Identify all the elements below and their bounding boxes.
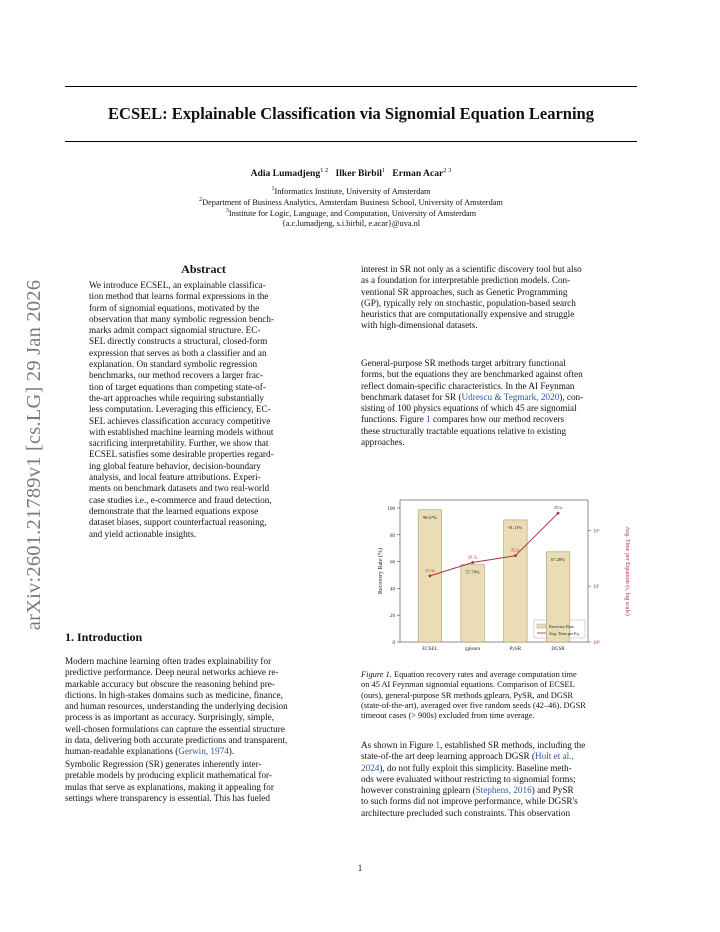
text-line: tion method that learns formal expressions in the (89, 291, 269, 302)
y2-axis-label: Avg. Time per Equation (s, log scale) (624, 526, 630, 616)
bar-value-label: 57.78% (465, 569, 480, 575)
text-line: these structurally tractable equations relative to existing (361, 425, 567, 436)
affiliation-line (65, 206, 637, 219)
text-line (361, 740, 637, 751)
affiliation-marker: 1 (271, 186, 275, 192)
time-value-label: 26.5s (467, 554, 478, 560)
text-line: analysis, and local feature attributions. Experi- (89, 472, 261, 483)
text-span: Equation recovery rates and average computation time (391, 670, 577, 679)
text-line: form of signomial equations, motivated by the (89, 302, 260, 313)
author-list (65, 167, 637, 179)
text-line: General-purpose SR methods target arbitrary functional (361, 358, 566, 368)
affiliation-text: Institute for Logic, Language, and Computation, University of Amsterdam (228, 208, 477, 218)
affiliation-marker: 3 (225, 208, 229, 214)
text-line: SEL achieves classification accuracy competitive (89, 415, 271, 426)
author-affiliation-marker: 1 2 (320, 167, 329, 174)
citation-link[interactable]: Stephens, 2016 (475, 785, 532, 796)
text-line: tion of target equations than competing state-of- (89, 381, 266, 392)
time-point (471, 561, 474, 564)
author-emails: {a.c.lumadjeng, s.i.birbil, e.acar}@uva.nl (281, 219, 421, 228)
body-paragraph (361, 264, 637, 332)
text-line: settings where transparency is essential. This has fueled (65, 792, 270, 803)
text-line: dataset biases, support counterfactual reasoning, (89, 517, 267, 528)
text-line: heuristics that are computationally expensive and struggle (361, 309, 575, 320)
citation-link[interactable]: Gerwin, 1974 (178, 746, 229, 757)
section-heading: 1. Introduction (65, 630, 143, 644)
page-number: 1 (357, 863, 363, 873)
text-line: with established machine learning models without (89, 426, 274, 437)
text-span: human-readable explanations ( (65, 746, 179, 757)
author-affiliation-marker: 2 3 (443, 167, 452, 174)
text-span: functions. Figure (361, 414, 427, 425)
x-tick-label: PySR (509, 647, 522, 652)
intro-paragraph (65, 656, 342, 758)
x-tick-label: gplearn (465, 647, 481, 652)
text-line: marks admit compact signomial structure. EC- (89, 325, 261, 336)
text-line: predictive performance. Deep neural networks achieve re- (65, 667, 279, 678)
text-line: well-chosen formulations can capture the essential structure (65, 723, 285, 734)
text-line: and human resources, understanding the underlying decision (65, 701, 288, 712)
text-line (361, 392, 637, 403)
citation-link[interactable]: Holt et al., (534, 751, 574, 762)
caption-line: (state-of-the-art), averaged over five random seeds (42–46). DGSR (361, 700, 586, 710)
text-line: and yield actionable insights. (89, 528, 197, 539)
y-tick-label: 20 (390, 614, 395, 620)
text-line: to such forms did not improve performance, while DGSR's (361, 796, 578, 807)
figure-label: Figure 1. (361, 670, 392, 679)
text-line: reflect domain-specific characteristics. In the AI Feynman (361, 380, 575, 391)
text-line: ECSEL satisfies some desirable properties regard- (89, 449, 274, 460)
intro-paragraph (65, 759, 342, 804)
text-line: in data, delivering both accurate predictions and transparent, (65, 735, 288, 746)
text-line (361, 414, 637, 425)
figure-reference-link[interactable]: 1 (435, 740, 441, 750)
text-line: as a foundation for interpretable prediction models. Con- (361, 275, 571, 286)
text-line: demonstrate that the learned equations expose (89, 505, 259, 516)
time-point (514, 554, 517, 557)
y2-tick-label: 10⁰ (593, 641, 601, 646)
author-name: Adia Lumadjeng (250, 168, 321, 180)
y-tick-label: 0 (392, 641, 395, 646)
text-span: state-of-the art deep learning approach DGSR ( (361, 751, 535, 762)
caption-line (361, 670, 637, 680)
caption-line: on 45 AI Feynman signomial equations. Comparison of ECSEL (361, 680, 575, 690)
body-paragraph (361, 740, 637, 819)
legend-label: Recovery Rate (549, 624, 574, 629)
abstract-heading: Abstract (181, 262, 226, 276)
time-value-label: 35.2s (510, 547, 521, 553)
y-tick-label: 60 (390, 560, 395, 566)
citation-link[interactable]: 2024 (361, 762, 380, 773)
text-span: benchmark dataset for SR ( (361, 391, 462, 402)
bar-gplearn (461, 565, 485, 642)
y-tick-label: 100 (387, 507, 395, 512)
figure-1-chart (364, 492, 634, 662)
text-line: markable accuracy but obscure the reasoning behind pre- (65, 678, 275, 689)
time-point (557, 512, 560, 515)
text-line: benchmarks, our method recovers a larger frac- (89, 370, 264, 381)
text-span: ). (228, 746, 235, 757)
x-tick-label: DGSR (551, 647, 565, 652)
text-line: ods were evaluated without restricting to signomial forms; (361, 773, 576, 784)
affiliation-text: Informatics Institute, University of Amsterdam (274, 186, 431, 196)
caption-line: (ours), general-purpose SR methods gplearn, PySR, and DGSR (361, 690, 574, 700)
text-line: expression that serves as both a classifier and an (89, 347, 267, 358)
text-line: with high-dimensional datasets. (361, 320, 478, 331)
caption-line: timeout cases (> 900s) excluded from time average. (361, 711, 535, 721)
bar-value-label: 67.28% (551, 556, 566, 562)
text-line: mulas that serve as explanations, making it appealing for (65, 781, 274, 792)
author-name: Ilker Birbil (335, 168, 382, 180)
text-span: however constraining gplearn ( (361, 785, 476, 796)
author-affiliation-marker: 1 (381, 167, 386, 174)
text-line: We introduce ECSEL, an explainable classifica- (89, 280, 266, 290)
text-line: (GP), typically rely on stochastic, population-based search (361, 297, 576, 308)
time-point (429, 574, 432, 577)
legend-swatch-bar (537, 624, 546, 628)
bar-value-label: 91.11% (508, 524, 523, 530)
text-line: interest in SR not only as a scientific discovery tool but also (361, 264, 582, 274)
time-line-series (430, 513, 558, 576)
text-line: pretable models by producing explicit mathematical for- (65, 770, 272, 781)
text-line (361, 763, 637, 774)
paper-title: ECSEL: Explainable Classification via Signomial Equation Learning (108, 104, 594, 123)
text-span: , established SR methods, including the (440, 740, 586, 750)
text-span: As shown in Figure (361, 740, 436, 750)
text-line: ments on benchmark datasets and two real-world (89, 483, 270, 494)
text-line: approaches. (361, 437, 405, 448)
text-line: less computation. Leveraging this efficiency, EC- (89, 404, 271, 415)
bar-pysr (504, 520, 528, 642)
text-line: Symbolic Regression (SR) generates inherently inter- (65, 759, 262, 769)
text-span: ), con- (559, 391, 584, 402)
arxiv-identifier: arXiv:2601.21789v1 [cs.LG] 29 Jan 2026 (23, 279, 45, 631)
text-line: sacrificing interpretability. Further, we show that (89, 438, 269, 449)
text-line: Modern machine learning often trades explainability for (65, 656, 272, 666)
y-tick-label: 40 (390, 587, 395, 593)
text-line: the-art approaches while requiring substantially (89, 392, 265, 403)
time-value-label: 15.3s (424, 567, 435, 573)
affiliation-marker: 2 (199, 197, 203, 203)
text-span: compares how our method recovers (430, 414, 565, 425)
text-line: ing global feature behavior, decision-boundary (89, 460, 261, 471)
text-line: forms, but the equations they are benchmarked against often (361, 369, 583, 380)
bar-value-label: 98.67% (422, 514, 437, 520)
time-value-label: 203s (553, 505, 563, 511)
author-name: Erman Acar (392, 168, 444, 180)
text-line: architecture precluded such constraints. This observation (361, 807, 571, 818)
text-line: dictions. In high-stakes domains such as medicine, finance, (65, 689, 283, 700)
text-line: case studies i.e., e-commerce and fraud detection, (89, 494, 272, 505)
citation-link[interactable]: Udrescu & Tegmark, 2020 (461, 391, 560, 402)
text-line: sisting of 100 physics equations of which 45 are signomial (361, 403, 577, 414)
text-span: ), do not fully exploit this simplicity. Baseline meth- (379, 762, 572, 773)
body-paragraph (361, 358, 637, 448)
text-line: explanation. On standard symbolic regression (89, 359, 258, 370)
text-line: observation that many symbolic regression bench- (89, 313, 274, 324)
title-bottom-rule (65, 141, 637, 142)
title-top-rule (65, 86, 637, 87)
text-line: ventional SR approaches, such as Genetic Programming (361, 286, 568, 297)
y2-tick-label: 10¹ (593, 585, 600, 591)
text-line (361, 785, 637, 796)
x-tick-label: ECSEL (422, 647, 438, 652)
affiliation-text: Department of Business Analytics, Amsterdam Business School, University of Amsterdam (202, 197, 503, 207)
text-line (361, 751, 637, 762)
y-tick-label: 80 (390, 533, 395, 539)
y-axis-label: Recovery Rate (%) (378, 548, 384, 594)
y2-tick-label: 10² (593, 529, 600, 535)
abstract-body (89, 280, 318, 540)
text-span: ) and PySR (531, 785, 574, 796)
legend-label: Avg. Time per Eq (549, 631, 579, 636)
text-line: process is as important as accuracy. Surprisingly, simple, (65, 712, 275, 723)
figure-caption (361, 670, 637, 721)
text-line (65, 746, 342, 757)
text-line: SEL directly constructs a structural, closed-form (89, 336, 268, 347)
figure-reference-link[interactable]: 1 (426, 414, 431, 425)
